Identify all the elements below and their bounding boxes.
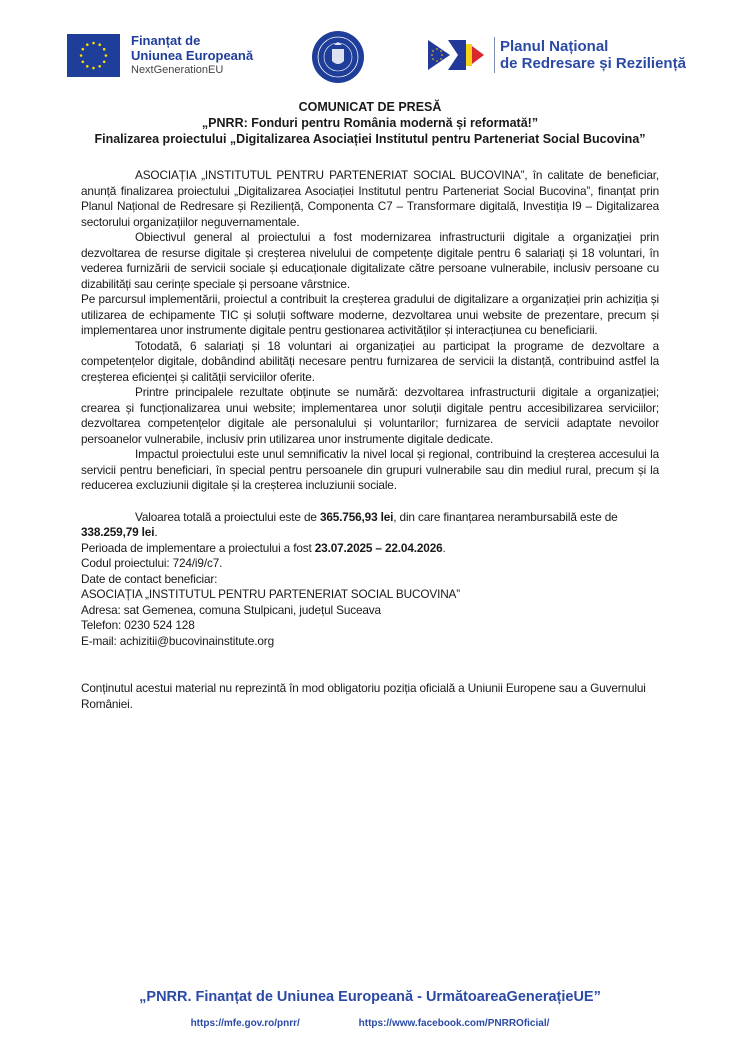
- paragraph-impact: Impactul proiectului este unul semnificativ la nivel local și regional, contribuind la creșterea accesului la servicii pentru beneficiari, în special pentru persoanele din grupuri vulnerabile sau din mediul rural, precum și la reducerea excluziunii digitale și la creșterea incluziunii sociale.: [81, 447, 659, 492]
- paragraph-training: Totodată, 6 salariați și 18 voluntari ai organizației au participat la programe de dezvoltare a competențelor digitale, dobândind abilități necesare pentru furnizarea de servicii la distanță, contribuind astfel la creșterea eficienței și calității serviciilor oferite.: [81, 338, 659, 384]
- contact-address: Adresa: sat Gemenea, comuna Stulpicani, județul Suceava: [81, 602, 381, 617]
- project-code: Codul proiectului: 724/i9/c7.: [81, 556, 223, 570]
- paragraph-results: Printre principalele rezultate obținute se numără: dezvoltarea infrastructurii digitale a organizației; crearea și funcționalizarea unui website; implementarea unor soluții digitale pentru accesibilizarea serviciilor; dezvoltarea competențelor digitale ale personalului și voluntarilor; furnizarea de servicii adaptate nevoilor persoanelor vulnerabile, inclusiv prin utilizarea unor instrumente digitale dedicate.: [81, 385, 659, 446]
- pnrr-logo-divider: [494, 37, 495, 73]
- contact-organization: ASOCIAȚIA „INSTITUTUL PENTRU PARTENERIAT SOCIAL BUCOVINA”: [81, 587, 461, 601]
- eu-funding-logo: [67, 33, 253, 78]
- title-line3: Finalizarea proiectului „Digitalizarea Asociației Institutul pentru Parteneriat Social Bucovina”: [94, 132, 646, 146]
- contact-phone: Telefon: 0230 524 128: [81, 618, 195, 632]
- value-middle: , din care finanțarea nerambursabilă este de: [393, 509, 618, 524]
- footer-slogan: „PNRR. Finanțat de Uniunea Europeană - UrmătoareaGenerațieUE”: [139, 989, 601, 1005]
- pnrr-logo: [428, 37, 686, 73]
- header-logos: [0, 30, 740, 86]
- title-line2: „PNRR: Fonduri pentru România modernă și reformată!”: [201, 116, 539, 130]
- paragraph-intro: ASOCIAȚIA „INSTITUTUL PENTRU PARTENERIAT SOCIAL BUCOVINA”, în calitate de beneficiar, anunță finalizarea proiectului „Digitalizarea Asociației Institutul pentru Parteneriat Social Bucovina”, finanțat prin Planul Național de Redresare și Reziliență, Componenta C7 – Transformare digitală, Investiția I9 – Digitalizarea sectorului organizațiilor neguvernamentale.: [81, 168, 659, 229]
- romanian-government-seal-icon: [312, 31, 364, 83]
- paragraph-implementation: Pe parcursul implementării, proiectul a contribuit la creșterea gradului de digitalizare a organizației prin achiziția și utilizarea de echipamente TIC și soluții software moderne, dezvoltarea unui website de prezentare, precum și implementarea unor instrumente digitale pentru gestionarea activităților și interacțiunea cu beneficiarii.: [81, 292, 659, 337]
- value-suffix: .: [154, 525, 158, 539]
- value-prefix: Valoarea totală a proiectului este de: [135, 509, 320, 524]
- eu-flag-icon: [67, 34, 120, 77]
- nonrefundable-value: 338.259,79 lei: [81, 525, 155, 539]
- title-line1: COMUNICAT DE PRESĂ: [298, 100, 442, 114]
- press-release-body: [81, 168, 659, 712]
- pnrr-logo-line2: de Redresare și Reziliență: [500, 55, 686, 72]
- period-prefix: Perioada de implementare a proiectului a fost: [81, 540, 315, 555]
- footer-links: [0, 1018, 740, 1029]
- project-value: [81, 510, 659, 541]
- contact-heading: Date de contact beneficiar:: [81, 571, 218, 586]
- press-release-title: [0, 99, 740, 147]
- total-value: 365.756,93 lei: [319, 509, 394, 524]
- period-dates: 23.07.2025 – 22.04.2026: [314, 540, 443, 555]
- pnrr-flag-arrows-icon: [428, 38, 490, 72]
- contact-email: E-mail: achizitii@bucovinainstitute.org: [81, 633, 274, 648]
- facebook-pnrr-link[interactable]: https://www.facebook.com/PNRROficial/: [358, 1018, 550, 1029]
- paragraph-objective: Obiectivul general al proiectului a fost modernizarea infrastructurii digitale a organizației prin dezvoltarea de resurse digitale și creșterea nivelului de competențe digitale pentru 6 salariați și 18 voluntari, în vederea furnizării de servicii sociale și educaționale digitalizate către persoane vulnerabile, inclusiv persoane cu dizabilități sau cerințe speciale și persoane vârstnice.: [81, 230, 659, 291]
- eu-logo-line3: NextGenerationEU: [131, 64, 224, 76]
- pnrr-logo-line1: Planul Național: [500, 38, 609, 55]
- mfe-pnrr-link[interactable]: https://mfe.gov.ro/pnrr/: [190, 1018, 300, 1029]
- period-suffix: .: [442, 540, 446, 555]
- eu-logo-line2: Uniunea Europeană: [131, 48, 254, 63]
- disclaimer: Conținutul acestui material nu reprezintă în mod obligatoriu poziția oficială a Uniunii Europene sau a Guvernului României.: [81, 681, 646, 711]
- implementation-period: [81, 541, 659, 557]
- eu-logo-line1: Finanțat de: [131, 33, 201, 48]
